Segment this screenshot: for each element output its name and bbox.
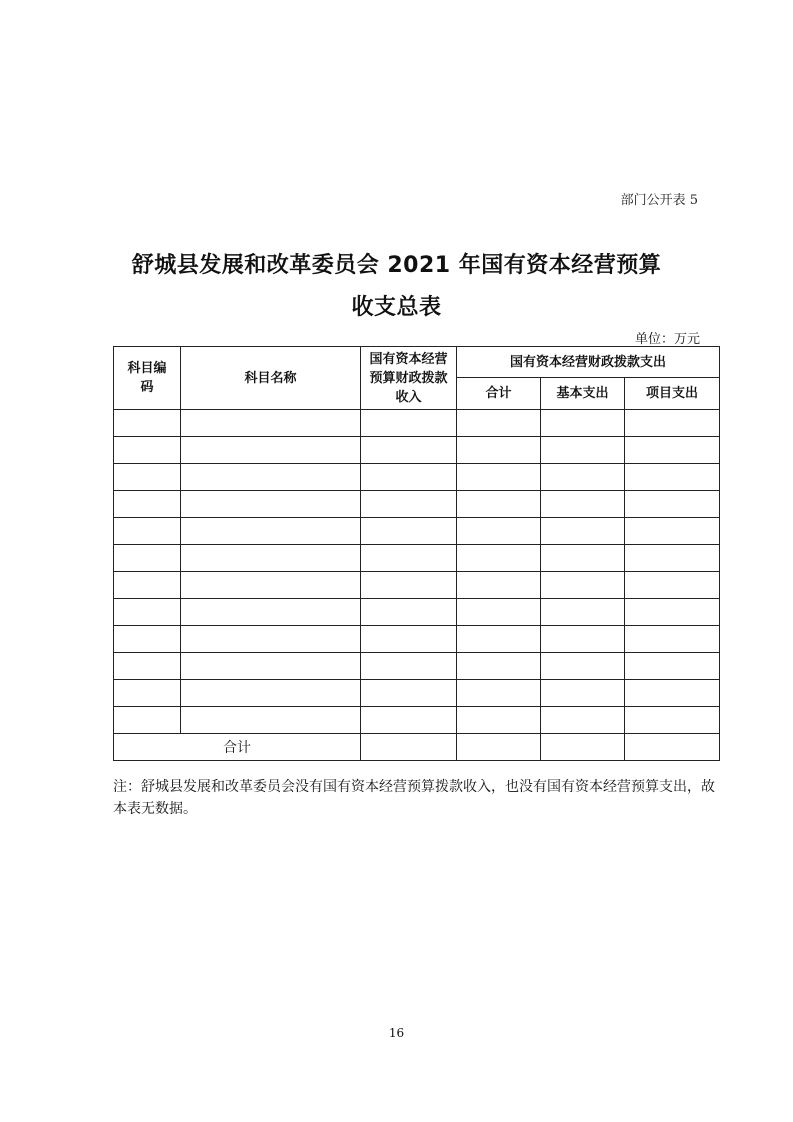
page-subtitle: 收支总表 (351, 295, 442, 320)
total-row (114, 734, 720, 761)
total-row-label: 合计 (114, 734, 361, 761)
unit-label: 单位：万元 (634, 332, 700, 347)
table-row (114, 572, 720, 599)
table-row (114, 437, 720, 464)
table-row (114, 518, 720, 545)
table-row (114, 491, 720, 518)
header-code: 科目编码 (114, 347, 181, 410)
page-title: 舒城县发展和改革委员会 2021 年国有资本经营预算 (131, 253, 662, 278)
table-row (114, 680, 720, 707)
page-number: 16 (388, 1026, 405, 1040)
budget-table (113, 346, 720, 761)
table-row (114, 410, 720, 437)
header-total: 合计 (457, 378, 541, 410)
header-basic: 基本支出 (541, 378, 625, 410)
table-row (114, 545, 720, 572)
header-income: 国有资本经营预算财政拨款收入 (361, 347, 457, 410)
table-row (114, 707, 720, 734)
table-note: 注：舒城县发展和改革委员会没有国有资本经营预算拨款收入，也没有国有资本经营预算支出，故本表无数据。 (113, 779, 715, 817)
table-row (114, 626, 720, 653)
header-name: 科目名称 (181, 347, 361, 410)
form-label: 部门公开表 5 (620, 193, 698, 208)
table-row (114, 464, 720, 491)
table-row (114, 653, 720, 680)
table-header-row (114, 347, 720, 378)
table-row (114, 599, 720, 626)
header-project: 项目支出 (625, 378, 720, 410)
header-expense-group: 国有资本经营财政拨款支出 (457, 347, 720, 378)
